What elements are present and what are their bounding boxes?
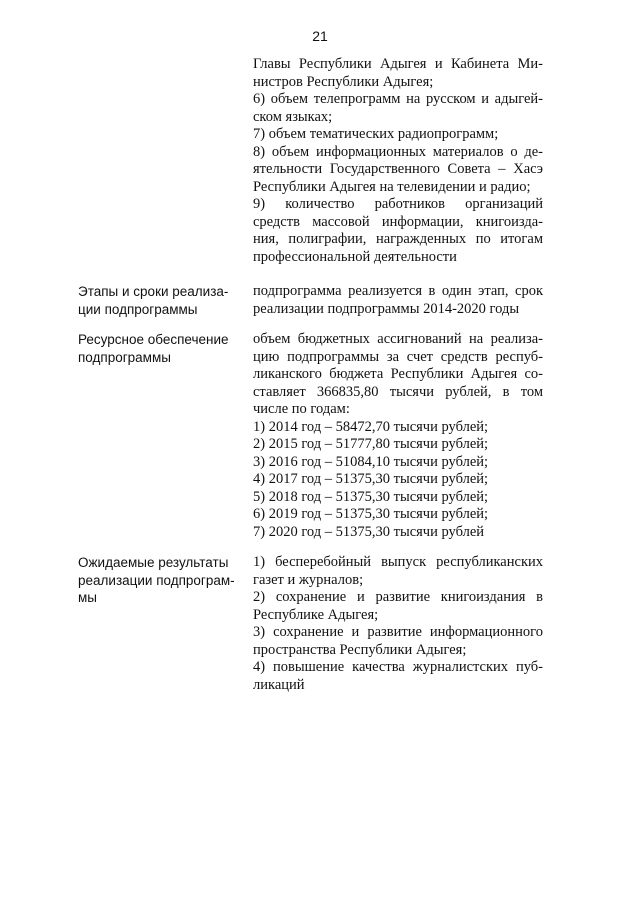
text-line: 9) количество работников организаций bbox=[253, 196, 543, 212]
label-line: Этапы и сроки реализа- bbox=[78, 284, 229, 299]
label-line: Ожидаемые результаты bbox=[78, 555, 229, 570]
text-line: 1) бесперебойный выпуск республиканских bbox=[253, 554, 543, 570]
results-label bbox=[78, 554, 248, 607]
text-line: реализации подпрограммы 2014-2020 годы bbox=[253, 300, 520, 317]
text-line: газет и журналов; bbox=[253, 571, 364, 588]
text-line: числе по годам: bbox=[253, 401, 350, 417]
text-line: 7) объем тематических радиопрограмм; bbox=[253, 126, 499, 142]
text-line: ния, полиграфии, награжденных по итогам bbox=[253, 231, 543, 247]
budget-year-line: 5) 2018 год – 51375,30 тысячи рублей; bbox=[253, 488, 489, 505]
results-value bbox=[253, 554, 543, 694]
text-line: Республики Адыгея на телевидении и радио; bbox=[253, 178, 531, 195]
label-line: мы bbox=[78, 590, 97, 605]
text-line: ликанского бюджета Республики Адыгея со- bbox=[253, 366, 543, 382]
text-line: 2) сохранение и развитие книгоиздания в bbox=[253, 589, 543, 605]
text-line: ликаций bbox=[253, 676, 305, 693]
text-line: Главы Республики Адыгея и Кабинета Ми- bbox=[253, 56, 543, 72]
text-line: цию подпрограммы за счет средств респуб- bbox=[253, 348, 543, 365]
label-line: Ресурсное обеспечение bbox=[78, 332, 229, 347]
text-line: пространства Республики Адыгея; bbox=[253, 641, 467, 658]
text-line: средств массовой информации, книгоизда- bbox=[253, 213, 543, 230]
text-line: нистров Республики Адыгея; bbox=[253, 73, 434, 90]
label-line: подпрограммы bbox=[78, 349, 171, 365]
text-line: 4) повышение качества журналистских пуб- bbox=[253, 659, 543, 675]
label-line: реализации подпрограм- bbox=[78, 572, 235, 588]
stages-label bbox=[78, 283, 248, 318]
text-line: Республике Адыгея; bbox=[253, 606, 379, 623]
resources-value bbox=[253, 331, 543, 541]
budget-year-line: 1) 2014 год – 58472,70 тысячи рублей; bbox=[253, 418, 489, 435]
resources-label bbox=[78, 331, 248, 366]
text-line: профессиональной деятельности bbox=[253, 248, 457, 265]
text-line: 6) объем телепрограмм на русском и адыгей- bbox=[253, 91, 543, 107]
stages-value bbox=[253, 283, 543, 318]
budget-year-line: 7) 2020 год – 51375,30 тысячи рублей bbox=[253, 523, 485, 540]
budget-year-line: 3) 2016 год – 51084,10 тысячи рублей; bbox=[253, 453, 489, 470]
label-line: ции подпрограммы bbox=[78, 301, 198, 317]
budget-year-line: 6) 2019 год – 51375,30 тысячи рублей; bbox=[253, 506, 489, 522]
text-line: подпрограмма реализуется в один этап, срок bbox=[253, 283, 543, 299]
text-line: 3) сохранение и развитие информационного bbox=[253, 624, 543, 640]
indicators-continuation-value bbox=[253, 56, 543, 266]
page-number: 21 bbox=[312, 28, 328, 44]
text-line: ставляет 366835,80 тысячи рублей, в том bbox=[253, 383, 543, 400]
budget-year-line: 2) 2015 год – 51777,80 тысячи рублей; bbox=[253, 436, 489, 452]
text-line: 8) объем информационных материалов о де- bbox=[253, 143, 543, 160]
text-line: ятельности Государственного Совета – Хасэ bbox=[253, 161, 543, 177]
text-line: объем бюджетных ассигнований на реализа- bbox=[253, 331, 543, 347]
budget-year-line: 4) 2017 год – 51375,30 тысячи рублей; bbox=[253, 471, 489, 487]
text-line: ском языках; bbox=[253, 108, 333, 125]
